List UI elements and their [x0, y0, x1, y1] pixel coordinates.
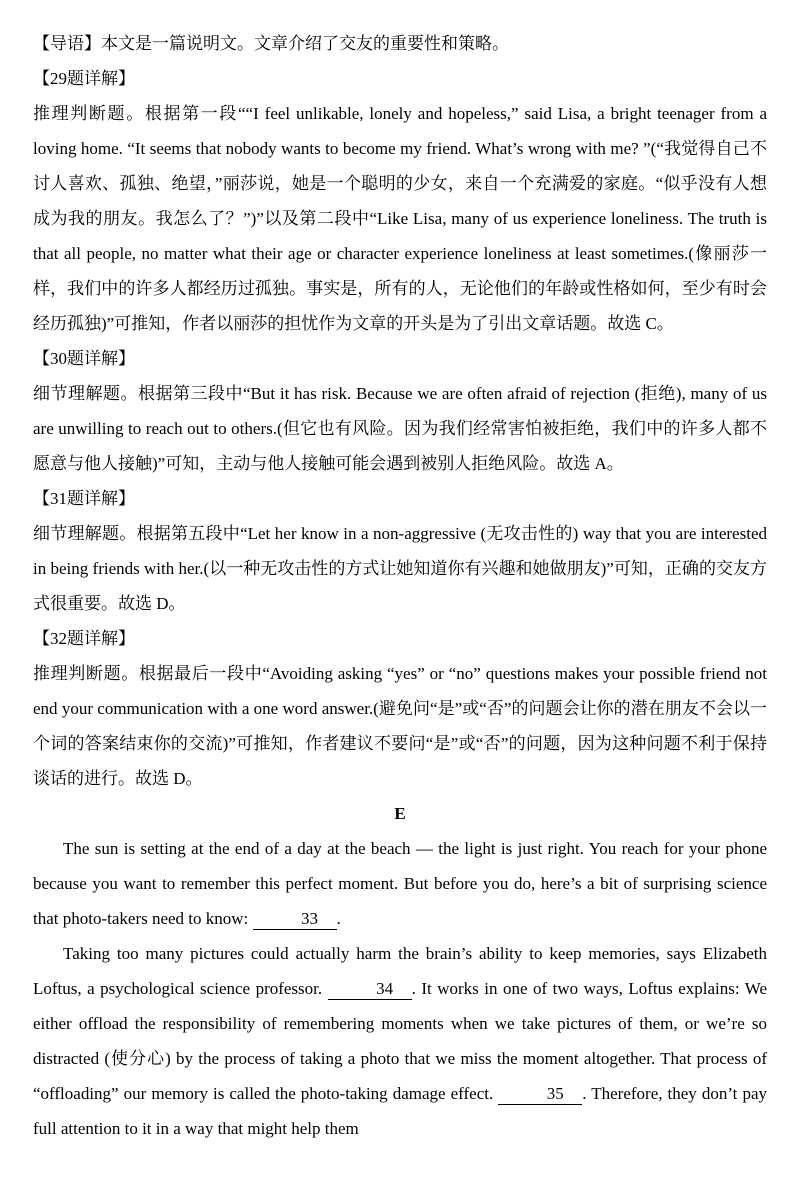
paragraph-1-text-end: .: [336, 909, 341, 928]
passage-e-label: E: [394, 804, 406, 823]
q29-heading: 【29题详解】: [33, 69, 135, 88]
paragraph-2-text-1: Taking too many pictures could actually harm the brain’s ability to keep memories, says Elizabeth Loftus, a psychological science professor.: [33, 944, 767, 998]
passage-e-paragraph-1: [33, 831, 767, 936]
q30-heading: 【30题详解】: [33, 349, 135, 368]
q32-explanation: 推理判断题。根据最后一段中“Avoiding asking “yes” or “no” questions makes your possible friend not end your communication with a one word answer.(避免问“是”或“否”的问题会让你的潜在朋友不会以一个词的答案结束你的交流)”可推知，作者建议不要问“是”或“否”的问题，因为这种问题不利于保持谈话的进行。故选 D。: [33, 664, 767, 788]
intro-note: 【导语】本文是一篇说明文。文章介绍了交友的重要性和策略。: [33, 34, 509, 53]
fill-blank-35: 35: [498, 1084, 582, 1105]
paragraph-1-text: The sun is setting at the end of a day at the beach — the light is just right. You reach for your phone because you want to remember this perfect moment. But before you do, here’s a bit of surprising science that photo-takers need to know:: [33, 839, 767, 928]
fill-blank-33: 33: [253, 909, 337, 930]
paragraph-2-text-3: . Therefore, they don’t pay full attention to it in a way that might help them: [33, 1084, 767, 1138]
q30-explanation: 细节理解题。根据第三段中“But it has risk. Because we are often afraid of rejection (拒绝), many of us are unwilling to reach out to others.(但它也有风险。因为我们经常害怕被拒绝，我们中的许多人都不愿意与他人接触)”可知，主动与他人接触可能会遇到被别人拒绝风险。故选 A。: [33, 384, 767, 473]
paragraph-2-text-2: . It works in one of two ways, Loftus explains: We either offload the responsibility of remembering moments when we take pictures of them, or we’re so distracted (使分心) by the process of taking a photo that we miss the moment altogether. That process of “offloading” our memory is called the photo-taking damage effect.: [33, 979, 767, 1103]
q32-heading: 【32题详解】: [33, 629, 135, 648]
q29-explanation: 推理判断题。根据第一段““I feel unlikable, lonely and hopeless,” said Lisa, a bright teenager from a loving home. “It seems that nobody wants to become my friend. What’s wrong with me? ”(“我觉得自己不讨人喜欢、孤独、绝望，”丽莎说，她是一个聪明的少女，来自一个充满爱的家庭。“似乎没有人想成为我的朋友。我怎么了？”)”以及第二段中“Like Lisa, many of us experience loneliness. The truth is that all people, no matter what their age or character experience loneliness at least sometimes.(像丽莎一样，我们中的许多人都经历过孤独。事实是，所有的人，无论他们的年龄或性格如何，至少有时会经历孤独)”可推知，作者以丽莎的担忧作为文章的开头是为了引出文章话题。故选 C。: [33, 104, 767, 333]
q31-explanation: 细节理解题。根据第五段中“Let her know in a non-aggressive (无攻击性的) way that you are interested in being friends with her.(以一种无攻击性的方式让她知道你有兴趣和她做朋友)”可知，正确的交友方式很重要。故选 D。: [33, 524, 767, 613]
passage-e-paragraph-2: [33, 936, 767, 1146]
q31-heading: 【31题详解】: [33, 489, 135, 508]
fill-blank-34: 34: [328, 979, 412, 1000]
